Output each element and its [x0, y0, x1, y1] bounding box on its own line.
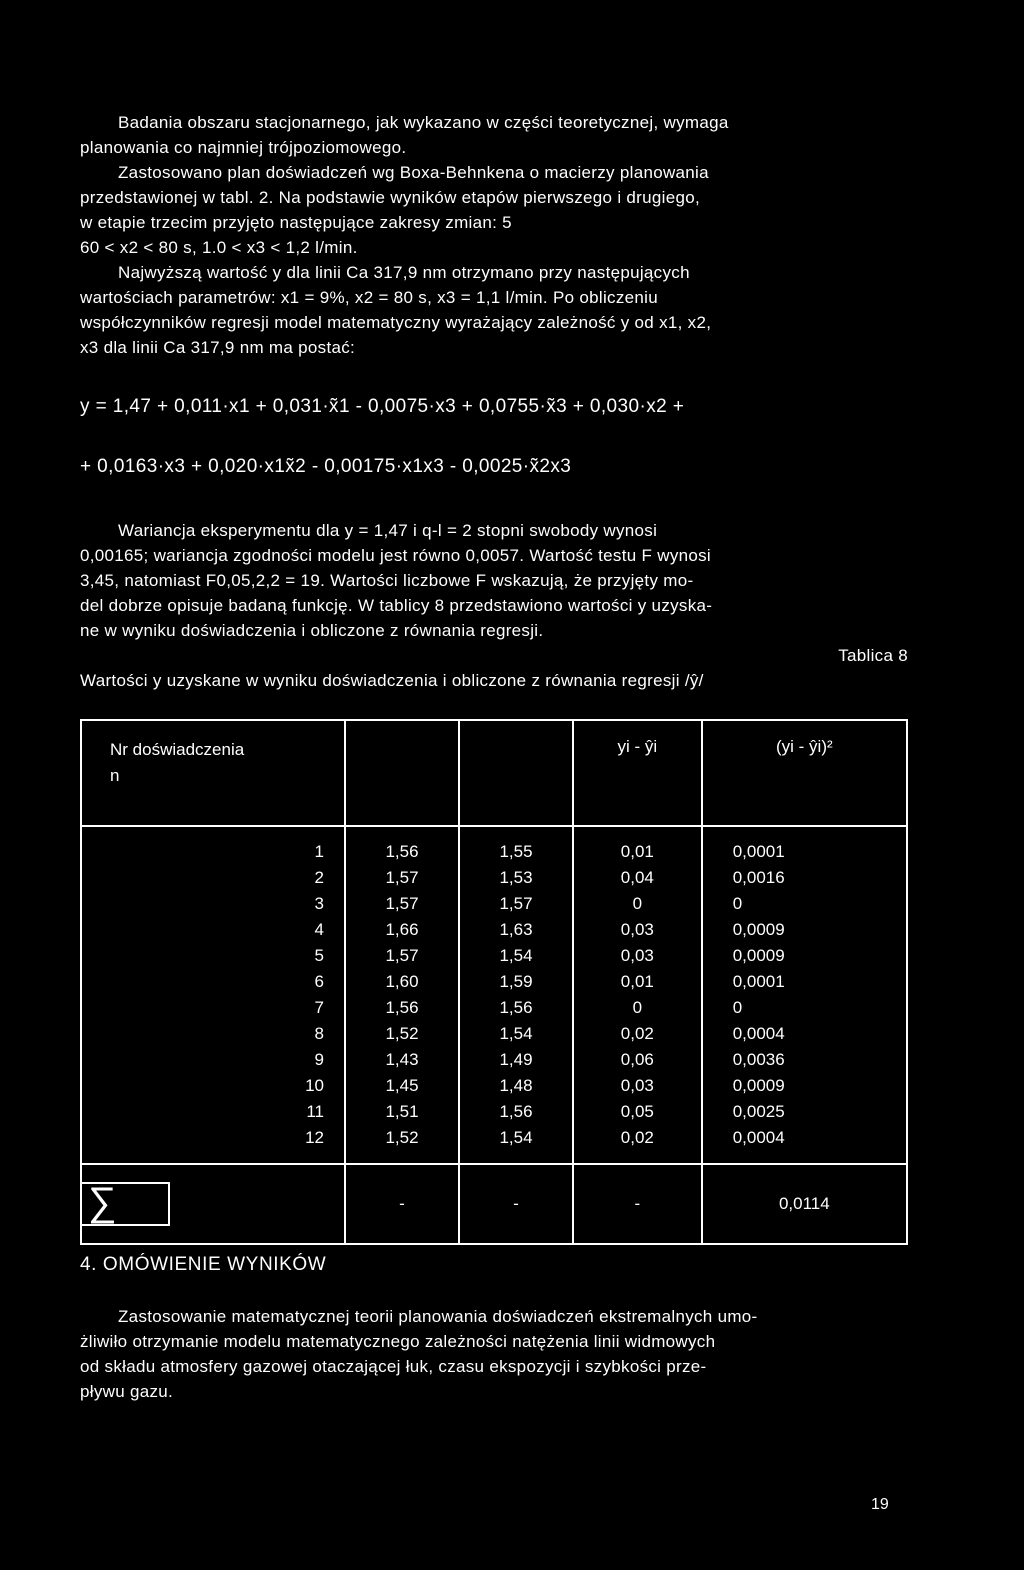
- intro-line: Najwyższą wartość y dla linii Ca 317,9 nm otrzymano przy następujących: [118, 263, 690, 282]
- row-difference: 0,02: [573, 1021, 702, 1047]
- sum-squared: 0,0114: [702, 1164, 907, 1244]
- row-squared: 0,0004: [702, 1021, 907, 1047]
- row-calculated: 1,63: [459, 917, 573, 943]
- row-calculated: 1,57: [459, 891, 573, 917]
- row-squared: 0,0001: [702, 969, 907, 995]
- row-number: 4: [81, 917, 345, 943]
- row-difference: 0,05: [573, 1099, 702, 1125]
- row-number: 8: [81, 1021, 345, 1047]
- row-difference: 0,06: [573, 1047, 702, 1073]
- conclusion-line: pływu gazu.: [80, 1382, 174, 1401]
- variance-line: 3,45, natomiast F0,05,2,2 = 19. Wartości liczbowe F wskazują, że przyjęty mo-: [80, 571, 694, 590]
- intro-line: przedstawionej w tabl. 2. Na podstawie wyników etapów pierwszego i drugiego,: [80, 188, 701, 207]
- row-calculated: 1,56: [459, 1099, 573, 1125]
- row-squared: 0,0036: [702, 1047, 907, 1073]
- table-header-row: [81, 720, 907, 826]
- row-calculated: 1,56: [459, 995, 573, 1021]
- row-measured: 1,43: [345, 1047, 459, 1073]
- table-row: [81, 1125, 907, 1164]
- row-squared: 0,0009: [702, 1073, 907, 1099]
- sum-symbol-cell: [81, 1164, 345, 1244]
- row-calculated: 1,53: [459, 865, 573, 891]
- table-row: [81, 891, 907, 917]
- intro-line: 60 < x2 < 80 s, 1.0 < x3 < 1,2 l/min.: [80, 238, 358, 257]
- row-calculated: 1,59: [459, 969, 573, 995]
- intro-line: współczynników regresji model matematyczny wyrażający zależność y od x1, x2,: [80, 313, 712, 332]
- header-n-label: n: [110, 766, 120, 785]
- table-caption: Wartości y uzyskane w wyniku doświadczenia i obliczone z równania regresji /ŷ/: [80, 671, 704, 690]
- row-measured: 1,56: [345, 995, 459, 1021]
- row-number: 3: [81, 891, 345, 917]
- conclusion-line: żliwiło otrzymanie modelu matematycznego zależności natężenia linii widmowych: [80, 1332, 716, 1351]
- row-difference: 0,04: [573, 865, 702, 891]
- variance-line: del dobrze opisuje badaną funkcję. W tablicy 8 przedstawiono wartości y uzyska-: [80, 596, 713, 615]
- header-squared-difference: (yi - ŷi)²: [702, 720, 907, 826]
- row-squared: 0: [702, 995, 907, 1021]
- row-difference: 0,03: [573, 917, 702, 943]
- row-number: 12: [81, 1125, 345, 1164]
- row-squared: 0,0004: [702, 1125, 907, 1164]
- results-table: [80, 719, 908, 1245]
- variance-line: ne w wyniku doświadczenia i obliczone z równania regresji.: [80, 621, 544, 640]
- table-body: [81, 826, 907, 1244]
- table-row: [81, 865, 907, 891]
- row-difference: 0,03: [573, 1073, 702, 1099]
- row-number: 6: [81, 969, 345, 995]
- intro-line: wartościach parametrów: x1 = 9%, x2 = 80 s, x3 = 1,1 l/min. Po obliczeniu: [80, 288, 658, 307]
- intro-line: w etapie trzecim przyjęto następujące zakresy zmian: 5: [80, 213, 512, 232]
- header-nr-label: Nr doświadczenia: [110, 740, 245, 759]
- row-measured: 1,57: [345, 891, 459, 917]
- row-squared: 0,0009: [702, 943, 907, 969]
- header-experiment-number: [81, 720, 345, 826]
- row-difference: 0,03: [573, 943, 702, 969]
- sum-calculated: -: [459, 1164, 573, 1244]
- row-squared: 0,0001: [702, 826, 907, 865]
- table-row: [81, 995, 907, 1021]
- conclusion-line: Zastosowanie matematycznej teorii planowania doświadczeń ekstremalnych umo-: [118, 1307, 758, 1326]
- row-number: 7: [81, 995, 345, 1021]
- regression-equation-line-2: + 0,0163·x3 + 0,020·x1x̃2 - 0,00175·x1x3 - 0,0025·x̃2x3: [80, 456, 572, 477]
- table-row: [81, 1099, 907, 1125]
- table-row: [81, 917, 907, 943]
- row-measured: 1,52: [345, 1125, 459, 1164]
- row-difference: 0: [573, 891, 702, 917]
- section-heading: 4. OMÓWIENIE WYNIKÓW: [80, 1254, 327, 1275]
- table-row: [81, 943, 907, 969]
- table-sum-row: [81, 1164, 907, 1244]
- row-measured: 1,45: [345, 1073, 459, 1099]
- table-row: [81, 1047, 907, 1073]
- row-measured: 1,52: [345, 1021, 459, 1047]
- variance-line: Wariancja eksperymentu dla y = 1,47 i q-l = 2 stopni swobody wynosi: [118, 521, 658, 540]
- row-calculated: 1,54: [459, 943, 573, 969]
- table-row: [81, 1073, 907, 1099]
- intro-paragraph: [80, 110, 942, 360]
- header-difference: yi - ŷi: [573, 720, 702, 826]
- intro-line: Zastosowano plan doświadczeń wg Boxa-Behnkena o macierzy planowania: [118, 163, 709, 182]
- row-difference: 0,02: [573, 1125, 702, 1164]
- row-difference: 0,01: [573, 969, 702, 995]
- variance-paragraph: [80, 518, 942, 693]
- conclusion-line: od składu atmosfery gazowej otaczającej łuk, czasu ekspozycji i szybkości prze-: [80, 1357, 707, 1376]
- regression-equation-line-1: y = 1,47 + 0,011·x1 + 0,031·x̃1 - 0,0075·x3 + 0,0755·x̃3 + 0,030·x2 +: [80, 396, 685, 417]
- row-measured: 1,51: [345, 1099, 459, 1125]
- row-measured: 1,57: [345, 943, 459, 969]
- row-squared: 0: [702, 891, 907, 917]
- variance-line: 0,00165; wariancja zgodności modelu jest równo 0,0057. Wartość testu F wynosi: [80, 546, 712, 565]
- sum-measured: -: [345, 1164, 459, 1244]
- row-squared: 0,0016: [702, 865, 907, 891]
- results-table-grid: [80, 719, 908, 1245]
- table-row: [81, 969, 907, 995]
- row-squared: 0,0025: [702, 1099, 907, 1125]
- header-measured: [345, 720, 459, 826]
- table-row: [81, 826, 907, 865]
- conclusion-paragraph: [80, 1304, 942, 1404]
- intro-line: Badania obszaru stacjonarnego, jak wykazano w części teoretycznej, wymaga: [118, 113, 729, 132]
- row-measured: 1,56: [345, 826, 459, 865]
- row-number: 11: [81, 1099, 345, 1125]
- row-number: 9: [81, 1047, 345, 1073]
- intro-line: x3 dla linii Ca 317,9 nm ma postać:: [80, 338, 356, 357]
- row-calculated: 1,48: [459, 1073, 573, 1099]
- row-calculated: 1,54: [459, 1021, 573, 1047]
- sigma-icon: ∑: [82, 1182, 170, 1226]
- page-number: 19: [871, 1496, 889, 1513]
- intro-line: planowania co najmniej trójpoziomowego.: [80, 138, 407, 157]
- row-measured: 1,66: [345, 917, 459, 943]
- row-measured: 1,57: [345, 865, 459, 891]
- row-number: 2: [81, 865, 345, 891]
- table-row: [81, 1021, 907, 1047]
- header-calculated: [459, 720, 573, 826]
- row-difference: 0,01: [573, 826, 702, 865]
- row-calculated: 1,49: [459, 1047, 573, 1073]
- row-calculated: 1,54: [459, 1125, 573, 1164]
- row-squared: 0,0009: [702, 917, 907, 943]
- row-number: 1: [81, 826, 345, 865]
- row-measured: 1,60: [345, 969, 459, 995]
- sum-difference: -: [573, 1164, 702, 1244]
- row-difference: 0: [573, 995, 702, 1021]
- row-number: 10: [81, 1073, 345, 1099]
- row-number: 5: [81, 943, 345, 969]
- table-label: Tablica 8: [838, 646, 908, 665]
- row-calculated: 1,55: [459, 826, 573, 865]
